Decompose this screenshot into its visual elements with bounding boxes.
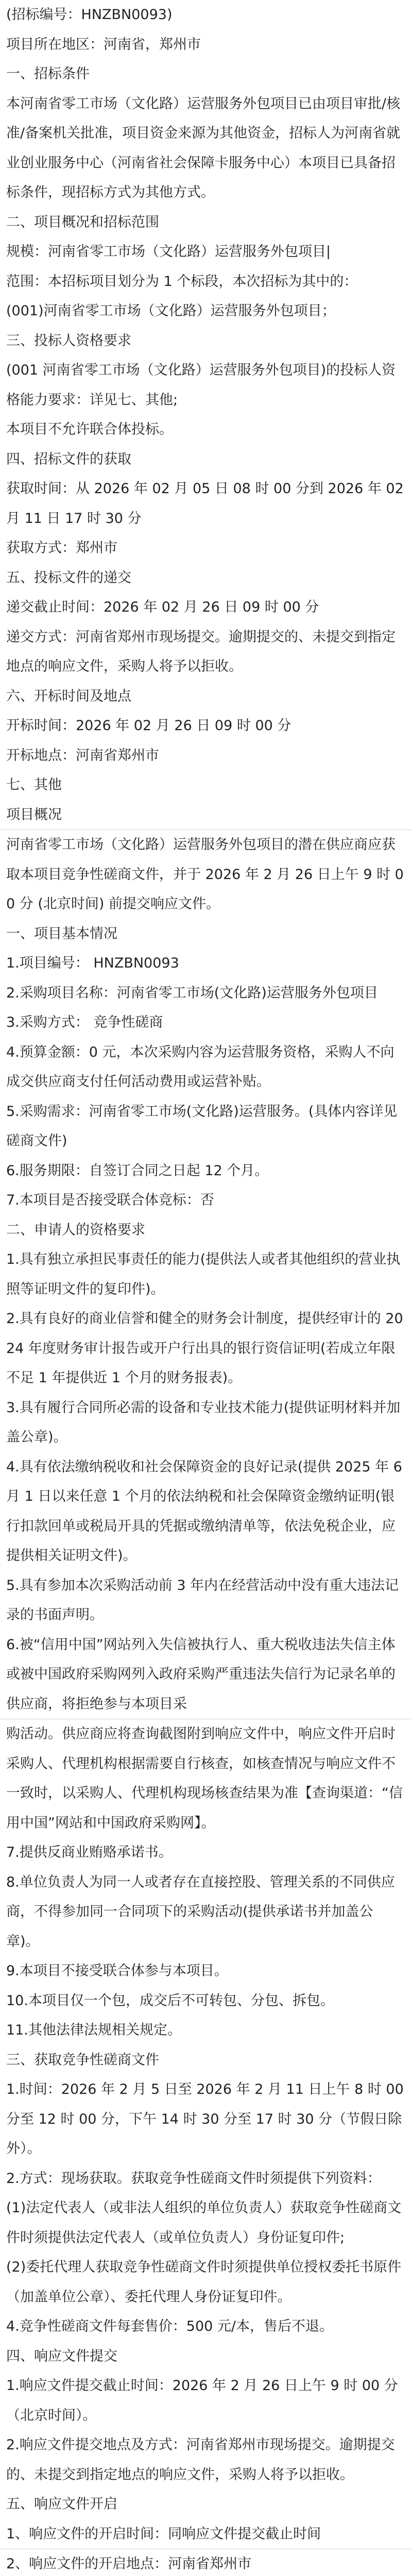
text-line: 2.采购项目名称：河南省零工市场(文化路)运营服务外包项目: [6, 985, 378, 1001]
text-line: (2)委托代理人获取竞争性磋商文件时须提供单位授权委托书原件（加盖单位公章）、委托代理人身份证复印件。: [6, 2259, 402, 2305]
text-line: 2.具有良好的商业信誉和健全的财务会计制度，提供经审计的 2024 年度财务审计报告或开户行出具的银行资信证明(若成立年限不足 1 年提供近 1 个月的财务报表)。: [6, 1311, 403, 1386]
text-line: 9.本项目不接受联合体参与本项目。: [6, 1963, 228, 1979]
text-line: 河南省零工市场（文化路）运营服务外包项目的潜在供应商应获取本项目竞争性磋商文件，并于 2026 年 2 月 26 日上午 9 时 00 分 (北京时间) 前提交响应文件。: [6, 837, 404, 912]
text-line: 1.响应文件提交截止时间：2026 年 2 月 26 日上午 9 时 00 分（北京时间）。: [6, 2378, 398, 2424]
text-line: 获取时间：从 2026 年 02 月 05 日 08 时 00 分到 2026 年 02 月 11 日 17 时 30 分: [6, 481, 404, 527]
text-line: 项目所在地区：河南省，郑州市: [6, 36, 201, 53]
text-line: 四、响应文件提交: [6, 2348, 117, 2364]
text-line: 二、申请人的资格要求: [6, 1222, 145, 1238]
text-line: 三、投标人资格要求: [6, 332, 131, 349]
text-line: 获取方式：郑州市: [6, 540, 117, 556]
text-line: 二、项目概况和招标范围: [6, 214, 159, 230]
text-line: 购活动。供应商应将查询截图附到响应文件中，响应文件开启时采购人、代理机构根据需要自行核查，如核查情况与响应文件不一致时，以采购人、代理机构现场核查结果为准【查询渠道：“信用中国”网站和中国政府采购网】。: [6, 1726, 403, 1831]
text-line: 开标时间：2026 年 02 月 26 日 09 时 00 分: [6, 718, 291, 734]
opening-place: 2、响应文件的开启地点：河南省郑州市: [6, 2556, 252, 2572]
text-line: 3.采购方式： 竞争性磋商: [6, 1014, 163, 1030]
text-line: 3.具有履行合同所必需的设备和专业技术能力(提供证明材料并加盖公章)。: [6, 1399, 401, 1445]
section-contact-info: [0, 2549, 412, 2576]
text-line: 一、项目基本情况: [6, 925, 117, 942]
text-line: 11.其他法律法规相关规定。: [6, 2022, 181, 2038]
text-line: (1)法定代表人（或非法人组织的单位负责人）获取竞争性磋商文件时须提供法定代表人（或单位负责人）身份证复印件;: [6, 2200, 402, 2246]
text-line: 七、其他: [6, 777, 62, 793]
text-line: 范围：本招标项目划分为 1 个标段，本次招标为其中的：: [6, 273, 358, 290]
text-line: 6.被“信用中国”网站列入失信被执行人、重大税收违法失信主体或被中国政府采购网列入政府采购严重违法失信行为记录名单的供应商，将拒绝参与本项目采: [6, 1636, 396, 1712]
text-line: 10.本项目仅一个包，成交后不可转包、分包、拆包。: [6, 1992, 334, 2009]
text-line: 5.具有参加本次采购活动前 3 年内在经营活动中没有重大违法记录的书面声明。: [6, 1577, 399, 1623]
text-line: 4.具有依法缴纳税收和社会保障资金的良好记录(提供 2025 年 6 月 1 日以来任意 1 个月的依法纳税和社会保障资金缴纳证明(银行扣款回单或税局开具的凭据或缴纳清单等，依法免税企业，应提供相关证明文件)。: [6, 1459, 402, 1564]
section-requirements-continued: [0, 1719, 412, 2549]
text-line: 递交截止时间：2026 年 02 月 26 日 09 时 00 分: [6, 599, 319, 615]
text-line: 4.竞争性磋商文件每套售价：500 元/本，售后不退。: [6, 2318, 333, 2334]
text-line: 8.单位负责人为同一人或者存在直接控股、管理关系的不同供应商，不得参加同一合同项下的采购活动(提供承诺书并加盖公章)。: [6, 1874, 395, 1950]
text-line: 2.响应文件提交地点及方式：河南省郑州市现场提交。逾期提交的、未提交到指定地点的响应文件，采购人将予以拒收。: [6, 2437, 395, 2483]
text-line: 7.提供反商业贿赂承诺书。: [6, 1844, 173, 1860]
text-line: 1.具有独立承担民事责任的能力(提供法人或者其他组织的营业执照等证明文件的复印件)。: [6, 1251, 401, 1297]
text-line: (招标编号：HNZBN0093): [6, 7, 173, 23]
text-line: 三、获取竞争性磋商文件: [6, 2052, 159, 2068]
text-line: 6.服务期限：自签订合同之日起 12 个月。: [6, 1162, 269, 1179]
text-line: 规模：河南省零工市场（文化路）运营服务外包项目|: [6, 244, 331, 260]
text-line: 四、招标文件的获取: [6, 451, 131, 467]
text-line: 五、投标文件的递交: [6, 569, 131, 586]
text-line: 开标地点：河南省郑州市: [6, 747, 159, 764]
text-line: 本项目不允许联合体投标。: [6, 421, 173, 437]
text-line: 2.方式：现场获取。获取竞争性磋商文件时须提供下列资料：: [6, 2170, 381, 2187]
text-line: 六、开标时间及地点: [6, 688, 131, 704]
text-line: 五、响应文件开启: [6, 2496, 117, 2512]
text-line: 1、响应文件的开启时间：同响应文件提交截止时间: [6, 2526, 321, 2542]
text-line: 一、招标条件: [6, 66, 90, 82]
text-line: (001)河南省零工市场（文化路）运营服务外包项目；: [6, 303, 336, 319]
text-line: (001 河南省零工市场（文化路）运营服务外包项目)的投标人资格能力要求：详见七、其他;: [6, 362, 396, 408]
text-line: 1.时间：2026 年 2 月 5 日至 2026 年 2 月 11 日上午 8 时 00 分至 12 时 00 分，下午 14 时 30 分至 17 时 30 分（节假日除外）。: [6, 2081, 404, 2157]
section-tender-notice: [0, 0, 412, 830]
text-line: 7.本项目是否接受联合体竞标：否: [6, 1192, 214, 1208]
text-line: 1.项目编号： HNZBN0093: [6, 955, 179, 971]
text-line: 5.采购需求：河南省零工市场(文化路)运营服务。(具体内容详见磋商文件): [6, 1103, 398, 1149]
section-project-overview: [0, 830, 412, 1719]
text-line: 4.预算金额：0 元，本次采购内容为运营服务资格，采购人不向成交供应商支付任何活动费用或运营补贴。: [6, 1044, 394, 1090]
text-line: 本河南省零工市场（文化路）运营服务外包项目已由项目审批/核准/备案机关批准，项目资金来源为其他资金，招标人为河南省就业创业服务中心（河南省社会保障卡服务中心）本项目已具备招标条件，现招标方式为其他方式。: [6, 95, 401, 200]
text-line: 项目概况: [6, 806, 62, 823]
text-line: 递交方式：河南省郑州市现场提交。逾期提交的、未提交到指定地点的响应文件，采购人将予以拒收。: [6, 629, 396, 674]
